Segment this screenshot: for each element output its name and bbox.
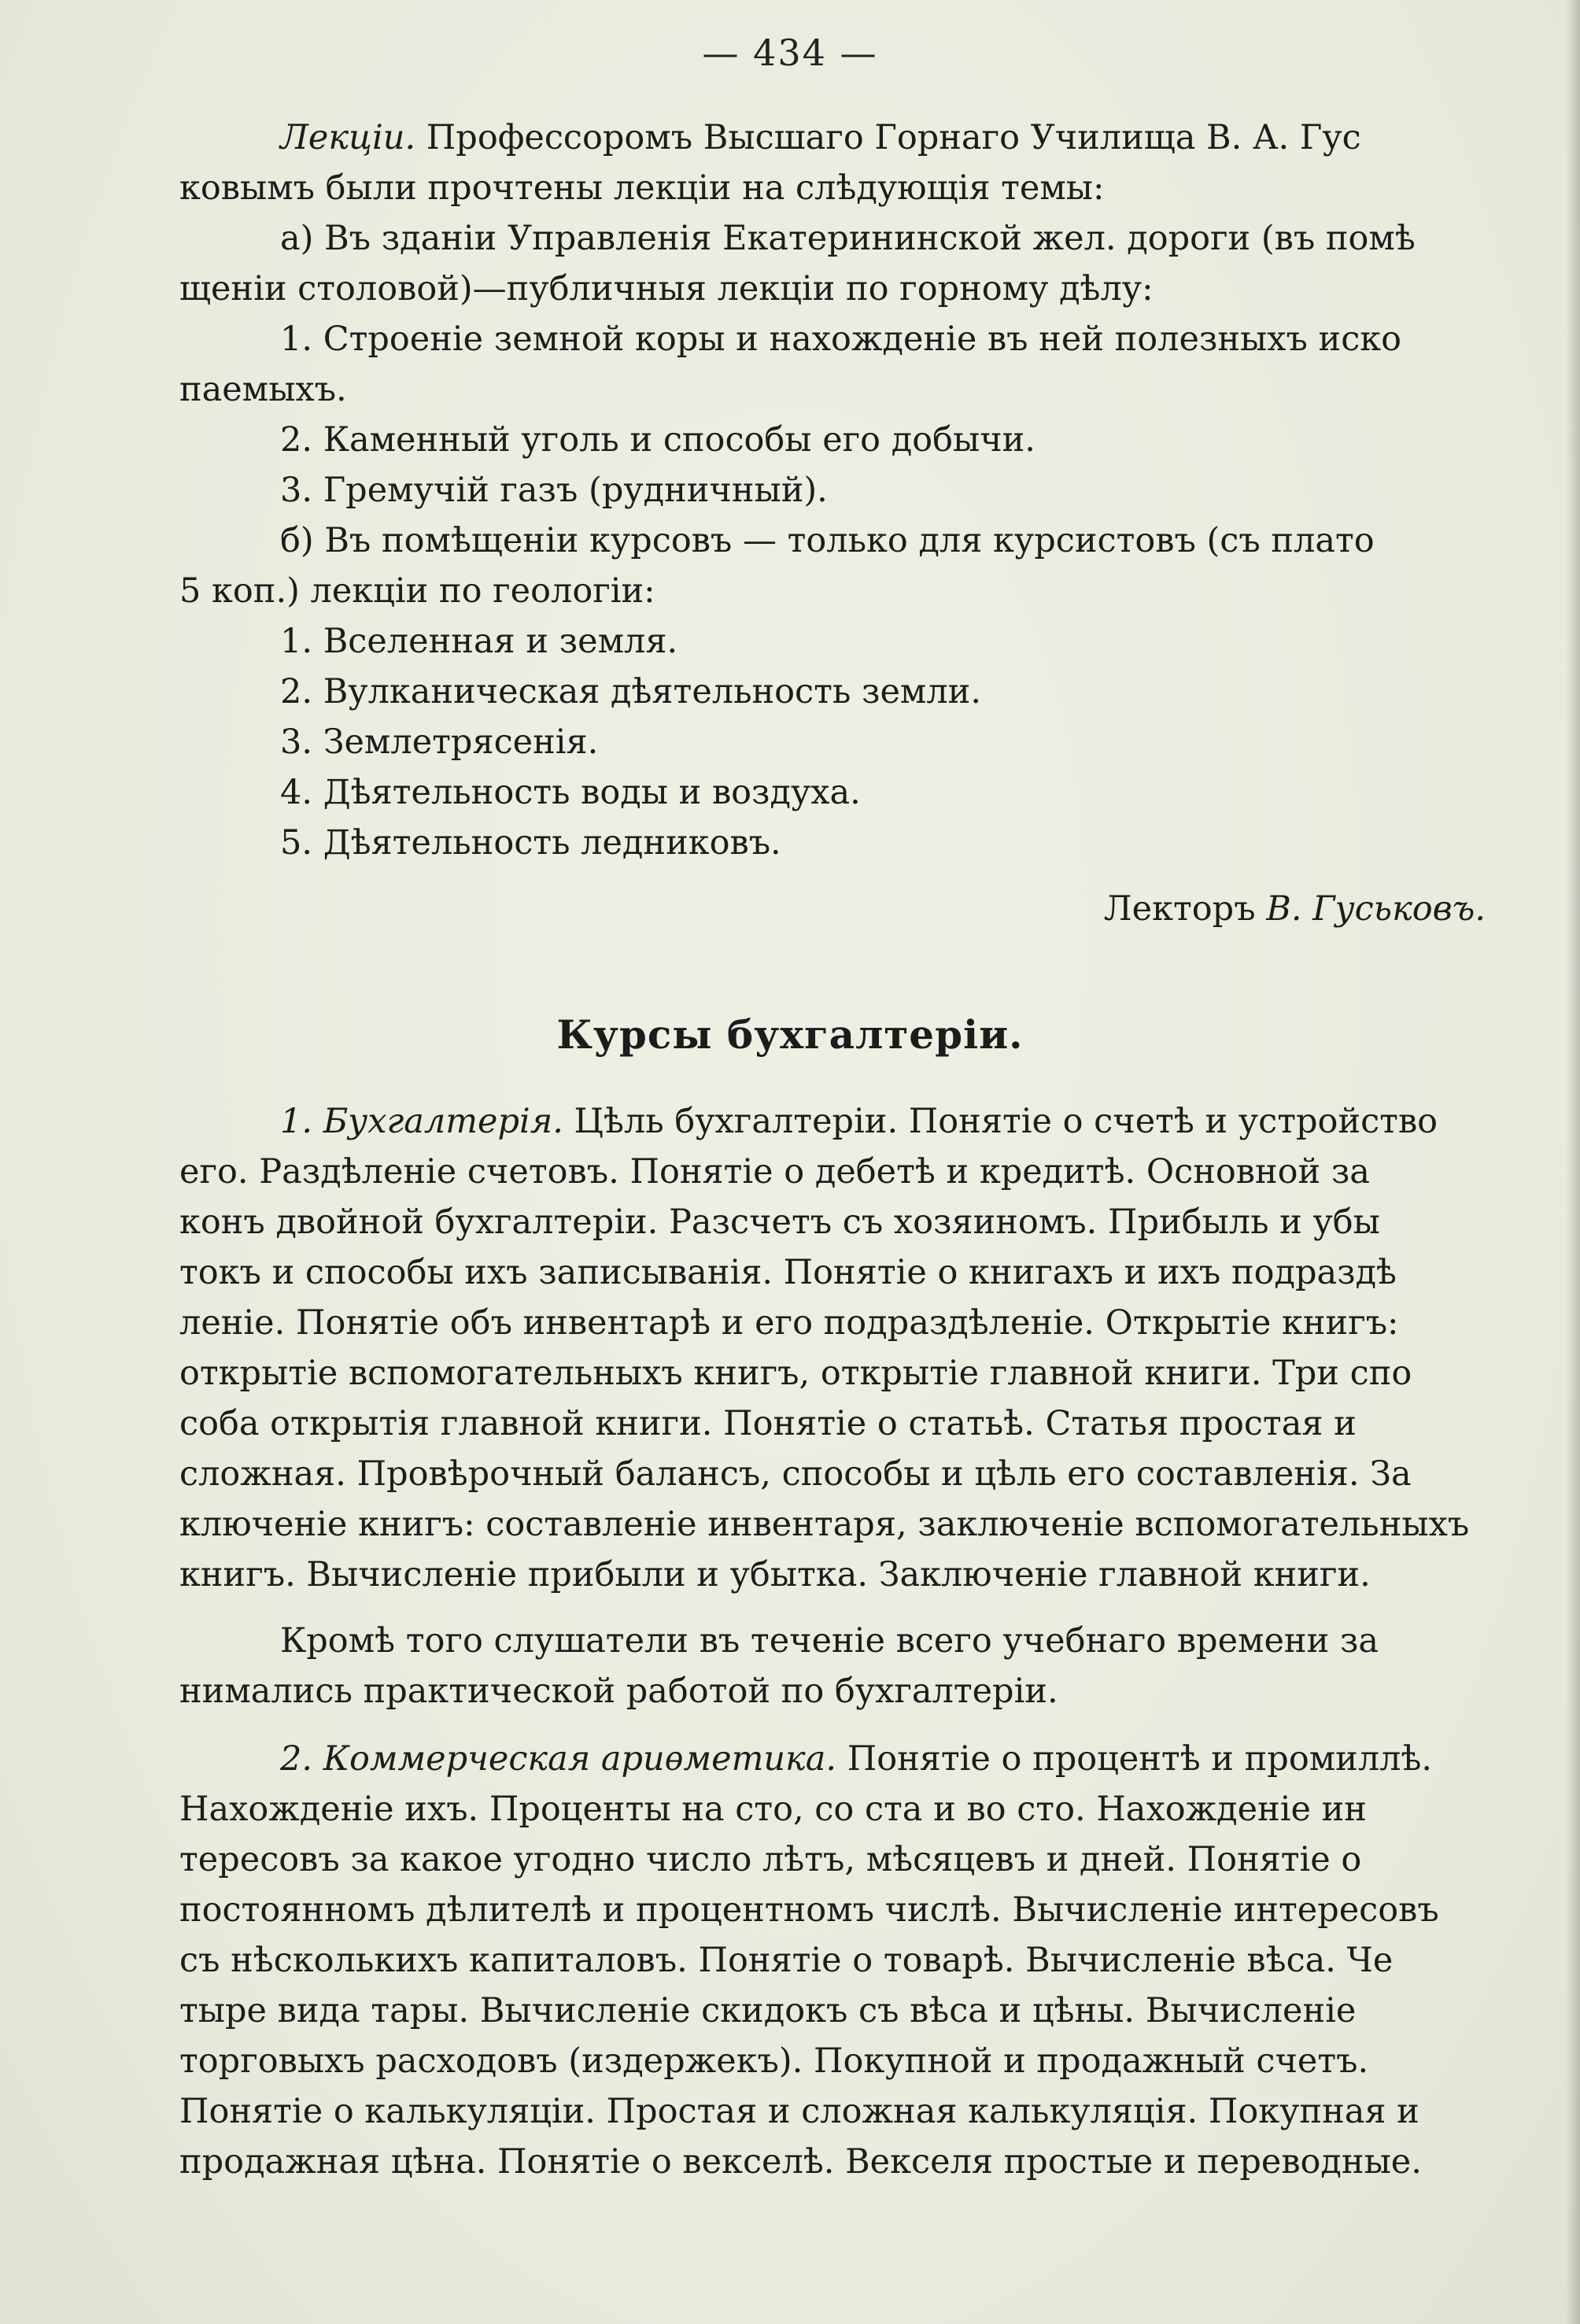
lectures-line: 2. Каменный уголь и способы его добычи.: [280, 420, 1035, 460]
paragraph-line: Кромѣ того слушатели въ теченіе всего учебнаго времени за: [280, 1621, 1379, 1661]
paragraph-line: 1. Бухгалтерія. Цѣль бухгалтеріи. Понятіе о счетѣ и устройство: [280, 1102, 1438, 1141]
paragraph-line: продажная цѣна. Понятіе о векселѣ. Векселя простые и переводные.: [179, 2142, 1422, 2182]
lectures-line: 3. Гремучій газъ (рудничный).: [280, 471, 828, 510]
paragraph-line: книгъ. Вычисленіе прибыли и убытка. Заключеніе главной книги.: [179, 1555, 1371, 1594]
lectures-line: щеніи столовой)—публичныя лекціи по горному дѣлу:: [179, 269, 1154, 309]
lectures-line: 5 коп.) лекціи по геологіи:: [179, 571, 655, 611]
lectures-line: 1. Вселенная и земля.: [280, 622, 678, 661]
paragraph-line: конъ двойной бухгалтеріи. Разсчетъ съ хозяиномъ. Прибыль и убы: [179, 1203, 1380, 1242]
paragraph-line: соба открытія главной книги. Понятіе о статьѣ. Статья простая и: [179, 1404, 1357, 1443]
lectures-line: 4. Дѣятельность воды и воздуха.: [280, 773, 861, 812]
paragraph-line: тыре вида тары. Вычисленіе скидокъ съ вѣса и цѣны. Вычисленіе: [179, 1991, 1357, 2030]
paragraph-line: ключеніе книгъ: составленіе инвентаря, заключеніе вспомогательныхъ: [179, 1505, 1470, 1544]
lecturer-signature: Лекторъ В. Гуськовъ.: [1103, 889, 1486, 929]
paragraph-line: съ нѣсколькихъ капиталовъ. Понятіе о товарѣ. Вычисленіе вѣса. Че: [179, 1941, 1394, 1980]
paragraph-line: открытіе вспомогательныхъ книгъ, открытіе главной книги. Три спо: [179, 1354, 1412, 1393]
lectures-line: ковымъ были прочтены лекціи на слѣдующія темы:: [179, 168, 1105, 208]
paragraph-line: леніе. Понятіе объ инвентарѣ и его подраздѣленіе. Открытіе книгъ:: [179, 1303, 1399, 1343]
lectures-line: Лекціи. Профессоромъ Высшаго Горнаго Училища В. А. Гус: [280, 118, 1361, 157]
paragraph-line: сложная. Провѣрочный балансъ, способы и цѣль его составленія. За: [179, 1454, 1412, 1494]
paragraph-line: 2. Коммерческая ариѳметика. Понятіе о процентѣ и промиллѣ.: [280, 1739, 1433, 1779]
lectures-line: а) Въ зданіи Управленія Екатерининской жел. дороги (въ помѣ: [280, 219, 1416, 258]
section-heading: Курсы бухгалтеріи.: [556, 1011, 1024, 1058]
page-edge-shadow: [1566, 0, 1580, 2324]
lectures-line: 2. Вулканическая дѣятельность земли.: [280, 672, 981, 711]
paragraph-line: его. Раздѣленіе счетовъ. Понятіе о дебетѣ и кредитѣ. Основной за: [179, 1152, 1370, 1192]
page-number: — 434 —: [702, 31, 878, 74]
lectures-line: 3. Землетрясенія.: [280, 722, 599, 762]
lectures-line: 1. Строеніе земной коры и нахожденіе въ ней полезныхъ иско: [280, 320, 1402, 359]
paragraph-line: токъ и способы ихъ записыванія. Понятіе о книгахъ и ихъ подраздѣ: [179, 1253, 1397, 1292]
paragraph-line: Понятіе о калькуляціи. Простая и сложная калькуляція. Покупная и: [179, 2092, 1419, 2131]
paragraph-line: постоянномъ дѣлителѣ и процентномъ числѣ. Вычисленіе интересовъ: [179, 1890, 1439, 1930]
lectures-line: паемыхъ.: [179, 370, 347, 409]
paragraph-line: торговыхъ расходовъ (издержекъ). Покупной и продажный счетъ.: [179, 2041, 1369, 2081]
paragraph-line: тересовъ за какое угодно число лѣтъ, мѣсяцевъ и дней. Понятіе о: [179, 1840, 1362, 1879]
paragraph-line: Нахожденіе ихъ. Проценты на сто, со ста и во сто. Нахожденіе ин: [179, 1790, 1367, 1829]
paragraph-line: нимались практической работой по бухгалтеріи.: [179, 1672, 1058, 1711]
lectures-line: 5. Дѣятельность ледниковъ.: [280, 823, 781, 863]
lectures-line: б) Въ помѣщеніи курсовъ — только для курсистовъ (съ плато: [280, 521, 1375, 560]
